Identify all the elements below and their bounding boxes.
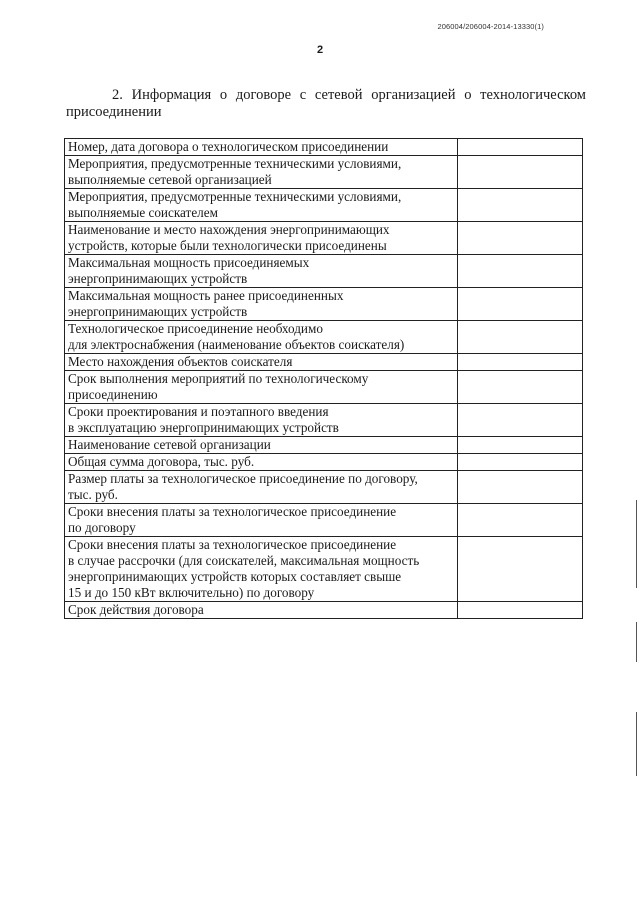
row-label — [65, 437, 458, 454]
row-value — [458, 255, 583, 288]
table-row — [65, 288, 583, 321]
row-value — [458, 602, 583, 619]
row-label-line: Мероприятия, предусмотренные техническими условиями, — [68, 189, 402, 204]
row-label — [65, 537, 458, 602]
row-label-line: энергопринимающих устройств — [68, 304, 248, 319]
row-value — [458, 139, 583, 156]
row-label-line: Общая сумма договора, тыс. руб. — [68, 454, 255, 469]
row-label — [65, 404, 458, 437]
row-value — [458, 156, 583, 189]
row-label — [65, 288, 458, 321]
row-value — [458, 371, 583, 404]
row-label-line: Наименование сетевой организации — [68, 437, 271, 452]
row-label-line: выполняемые сетевой организацией — [68, 172, 272, 187]
row-label — [65, 222, 458, 255]
table-row — [65, 602, 583, 619]
row-label-line: Мероприятия, предусмотренные техническими условиями, — [68, 156, 402, 171]
row-label-line: энергопринимающих устройств — [68, 271, 248, 286]
row-label — [65, 471, 458, 504]
row-label — [65, 255, 458, 288]
row-value — [458, 222, 583, 255]
row-value — [458, 537, 583, 602]
row-label-line: энергопринимающих устройств которых составляет свыше — [68, 569, 402, 584]
table-row — [65, 504, 583, 537]
row-label-line: тыс. руб. — [68, 487, 118, 502]
row-label — [65, 139, 458, 156]
row-value — [458, 437, 583, 454]
row-label — [65, 156, 458, 189]
row-label-line: Сроки внесения платы за технологическое присоединение — [68, 504, 397, 519]
row-label — [65, 321, 458, 354]
row-label-line: в эксплуатацию энергопринимающих устройств — [68, 420, 339, 435]
table-row — [65, 156, 583, 189]
row-label-line: Номер, дата договора о технологическом присоединении — [68, 139, 389, 154]
row-label-line: Технологическое присоединение необходимо — [68, 321, 323, 336]
table-row — [65, 371, 583, 404]
table-row — [65, 321, 583, 354]
row-label — [65, 189, 458, 222]
page-number: 2 — [316, 44, 324, 56]
table-row — [65, 454, 583, 471]
row-value — [458, 288, 583, 321]
section-heading: 2. Информация о договоре с сетевой организацией о технологическом присоединении — [66, 87, 586, 120]
table-row — [65, 139, 583, 156]
scan-edge-mark — [636, 622, 637, 662]
row-label-line: присоединению — [68, 387, 158, 402]
row-label-line: в случае рассрочки (для соискателей, максимальная мощность — [68, 553, 420, 568]
row-label — [65, 354, 458, 371]
table-row — [65, 471, 583, 504]
table-row — [65, 255, 583, 288]
row-label-line: Срок выполнения мероприятий по технологическому — [68, 371, 369, 386]
row-label-line: Сроки внесения платы за технологическое присоединение — [68, 537, 397, 552]
contract-info-table — [64, 138, 583, 619]
row-label — [65, 454, 458, 471]
table-row — [65, 537, 583, 602]
row-label-line: Срок действия договора — [68, 602, 204, 617]
table-row — [65, 437, 583, 454]
row-value — [458, 454, 583, 471]
table-row — [65, 404, 583, 437]
table-row — [65, 354, 583, 371]
row-label-line: для электроснабжения (наименование объектов соискателя) — [68, 337, 405, 352]
row-label-line: по договору — [68, 520, 136, 535]
row-value — [458, 354, 583, 371]
row-label — [65, 602, 458, 619]
row-label-line: 15 и до 150 кВт включительно) по договору — [68, 585, 315, 600]
table-row — [65, 222, 583, 255]
row-label — [65, 371, 458, 404]
row-label — [65, 504, 458, 537]
row-label-line: Наименование и место нахождения энергопринимающих — [68, 222, 390, 237]
row-label-line: Максимальная мощность присоединяемых — [68, 255, 310, 270]
row-value — [458, 321, 583, 354]
table-row — [65, 189, 583, 222]
row-label-line: Место нахождения объектов соискателя — [68, 354, 293, 369]
row-label-line: устройств, которые были технологически присоединены — [68, 238, 387, 253]
scan-edge-mark — [636, 712, 637, 776]
row-label-line: Размер платы за технологическое присоединение по договору, — [68, 471, 418, 486]
document-id: 206004/206004-2014-13330(1) — [437, 22, 544, 31]
row-label-line: Сроки проектирования и поэтапного введения — [68, 404, 329, 419]
row-value — [458, 504, 583, 537]
row-value — [458, 189, 583, 222]
scan-edge-mark — [636, 500, 637, 588]
row-label-line: выполняемые соискателем — [68, 205, 218, 220]
row-label-line: Максимальная мощность ранее присоединенных — [68, 288, 344, 303]
row-value — [458, 404, 583, 437]
row-value — [458, 471, 583, 504]
